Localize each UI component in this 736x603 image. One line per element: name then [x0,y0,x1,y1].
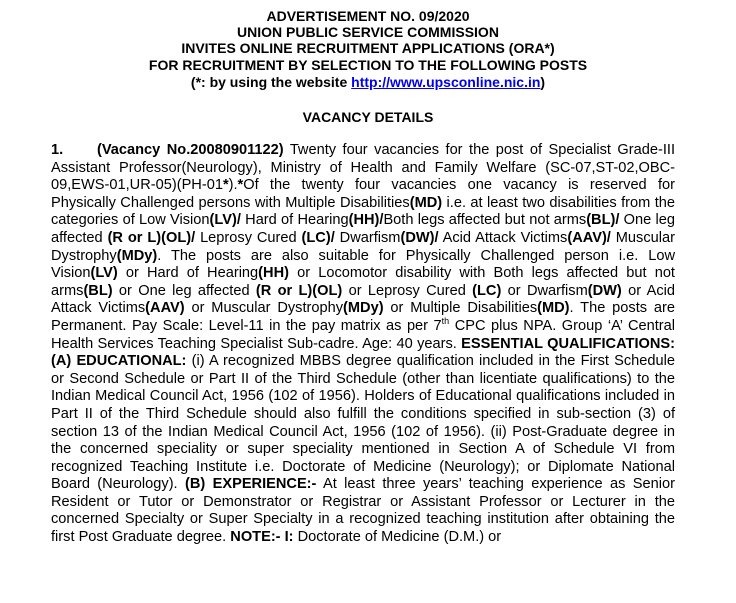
bold-run: (DW)/ [400,229,439,246]
bold-run: (R or L)(OL) [255,282,343,299]
bold-run: (LV)/ [209,212,241,229]
text-run: or One leg affected [112,282,256,299]
bold-run: * [237,177,244,194]
invitation-line: INVITES ONLINE RECRUITMENT APPLICATIONS (ORA*) [181,40,555,56]
website-line [0,74,736,90]
text-run: ). [228,177,238,194]
text-run: One leg affected [51,212,675,246]
vacancy-number: (Vacancy No.20080901122) [97,142,284,158]
note-heading: NOTE:- I: [230,529,294,546]
text-run: or Leprosy Cured [342,282,473,299]
bold-run: (DW) [587,282,622,299]
text-run: or Locomotor disability with Both legs affected but not arms [51,265,675,299]
text-run: or Dwarfism [501,282,588,299]
bold-run: (BL) [83,282,113,299]
text-run: . The posts are Permanent. Pay Scale: Level-11 in the pay matrix as per 7 [51,300,675,334]
text-run: or Acid Attack Victims [51,282,675,317]
text-run: or Muscular Dystrophy [184,300,344,317]
bold-run: (MDy) [116,247,158,264]
bold-run: (LC)/ [301,229,335,246]
text-run: Doctorate of Medicine (D.M.) or [293,529,502,546]
text-run: Dwarfism [334,229,401,246]
text-run: Hard of Hearing [240,212,349,229]
bold-run: * [222,177,229,194]
bold-run: (BL)/ [586,212,620,229]
text-run: Acid Attack Victims [438,229,568,246]
bold-run: (MD) [537,300,570,317]
vacancy-paragraph [51,142,675,547]
website-suffix: ) [540,74,546,90]
advertisement-number: ADVERTISEMENT NO. 09/2020 [266,8,470,24]
website-prefix: (*: by using the website [190,74,352,90]
text-run: Leprosy Cured [195,229,302,246]
text-run: CPC plus NPA. Group ‘A’ Central Health Services Teaching Specialist Sub-cadre. Age: 40 years. [51,317,676,352]
text-run: or Hard of Hearing [117,265,259,282]
bold-run: (LV) [90,265,118,282]
superscript: th [441,316,450,327]
website-link[interactable]: http://www.upsconline.nic.in [351,74,541,90]
bold-run: (MD) [409,194,443,211]
recruitment-line: FOR RECRUITMENT BY SELECTION TO THE FOLLOWING POSTS [148,57,588,73]
section-title: VACANCY DETAILS [302,109,434,125]
text-run: Twenty four vacancies for the post of Specialist Grade-III Assistant Professor(Neurology), Ministry of Health and Family Welfare (SC-07,ST-02,OBC-09,EWS-01,UR-05)(PH-01 [51,142,675,194]
text-run: At least three years’ teaching experience as Senior Resident or Tutor or Demonstrator or Registrar or Assistant Professor or Lecturer in the concerned Specialty or Super Specialty in a recognized teaching institution after obtaining the first Post Graduate degree. [51,476,675,546]
bold-run: (HH) [258,265,289,282]
bold-run: (AAV) [145,300,185,317]
text-run: or Multiple Disabilities [383,300,538,317]
experience-heading: (B) EXPERIENCE:- [184,476,317,493]
bold-run: (LC) [472,282,502,299]
text-run: (i) A recognized MBBS degree qualification included in the First Schedule or Second Schedule or Part II of the Third Schedule (other than licentiate qualifications) to the Indian Medical Council Act, 1956 (102 of 1956). Holders of Educational qualifications included in Part II of the Third Schedule should also fulfill the conditions specified in sub-section (3) of section 13 of the Indian Medical Council Act, 1956 (102 of 1956). (ii) Post-Graduate degree in the concerned speciality or super speciality mentioned in Section A of Schedule VI from recognized Teaching Institute i.e. Doctorate of Medicine (Neurology); or Diplomate National Board (Neurology). [51,353,675,493]
commission-name: UNION PUBLIC SERVICE COMMISSION [237,24,499,40]
bold-run: (AAV)/ [567,229,611,246]
bold-run: (HH)/ [348,212,384,229]
text-run: Muscular Dystrophy [51,229,675,264]
text-run: Both legs affected but not arms [383,212,587,229]
text-run: Of the twenty four vacancies one vacancy is reserved for Physically Challenged persons with Multiple Disabilities [51,177,675,211]
item-number: 1. [51,142,64,158]
bold-run: (MDy) [343,300,384,317]
bold-run: (R or L)(OL)/ [107,229,196,246]
text-run: i.e. at least two disabilities from the categories of Low Vision [51,194,675,229]
essential-qualifications-heading: ESSENTIAL QUALIFICATIONS: (A) EDUCATIONAL: [51,335,675,370]
text-run: . The posts are also suitable for Physically Challenged person i.e. Low Vision [51,247,675,282]
